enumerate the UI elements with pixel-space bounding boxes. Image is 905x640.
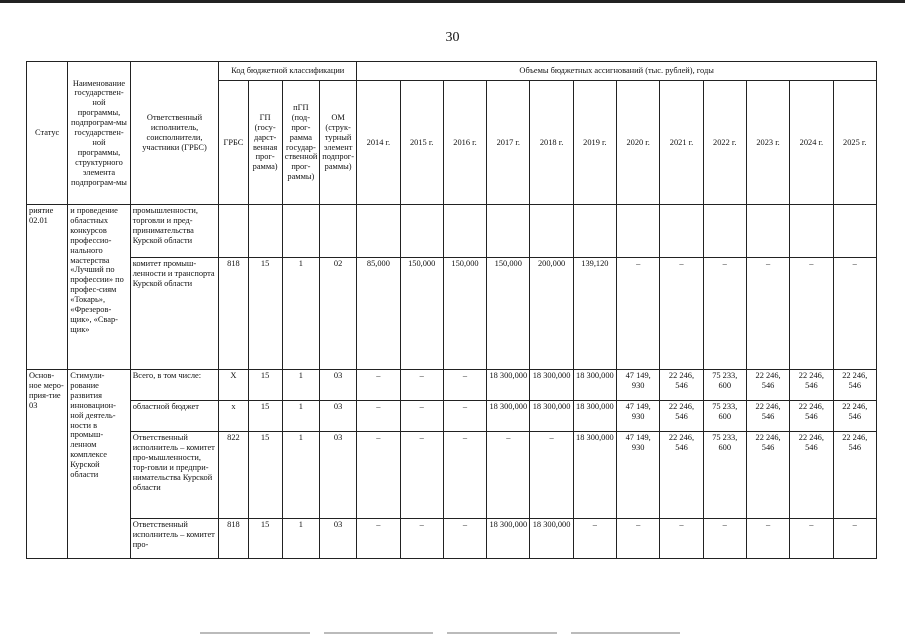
cell-value: – (443, 370, 486, 401)
header-grbs: ГРБС (219, 81, 248, 205)
cell-value: 47 149, 930 (617, 370, 660, 401)
row-responsible: промышленности, торговли и пред-принимательства Курской области (130, 205, 219, 258)
cell-gp (248, 205, 282, 258)
bottom-faded-line (200, 632, 680, 640)
row-responsible: Ответственный исполнитель – комитет про-мышленности, тор-говли и предпри-нимательства Курской области (130, 432, 219, 519)
cell-value: 85,000 (357, 258, 400, 370)
cell-value: 75 233, 600 (703, 370, 746, 401)
cell-value: 18 300,000 (530, 519, 573, 559)
cell-grbs: Х (219, 370, 248, 401)
cell-value: 18 300,000 (573, 432, 616, 519)
cell-grbs: 818 (219, 258, 248, 370)
header-year: 2024 г. (790, 81, 833, 205)
cell-value: – (790, 258, 833, 370)
cell-value: – (617, 258, 660, 370)
cell-grbs: 818 (219, 519, 248, 559)
cell-value (746, 205, 789, 258)
cell-om (319, 205, 356, 258)
cell-value: – (443, 432, 486, 519)
cell-value: – (703, 519, 746, 559)
row-responsible: Всего, в том числе: (130, 370, 219, 401)
header-year: 2016 г. (443, 81, 486, 205)
row-responsible: Ответственный исполнитель – комитет про- (130, 519, 219, 559)
cell-grbs: х (219, 401, 248, 432)
cell-value: – (660, 258, 703, 370)
cell-value: 22 246, 546 (746, 432, 789, 519)
header-name: Наименование государствен-ной программы, подпрограм-мы государствен-ной программы, структурного элемента подпрограм-мы (68, 62, 130, 205)
header-status: Статус (27, 62, 68, 205)
cell-value: 22 246, 546 (833, 370, 876, 401)
row-name: и проведение областных конкурсов профессио-нального мастерства «Лучший по профессии» по профес-сиям «Токарь», «Фрезеров-щик», «Свар-щик» (68, 205, 130, 370)
cell-value: 22 246, 546 (790, 432, 833, 519)
table-row (27, 401, 877, 432)
header-year: 2022 г. (703, 81, 746, 205)
cell-value: – (833, 258, 876, 370)
header-year: 2023 г. (746, 81, 789, 205)
cell-pgp: 1 (282, 519, 319, 559)
page-top-border (0, 0, 905, 3)
budget-table (26, 61, 877, 559)
row-status: Основ-ное меро-прия-тие 03 (27, 370, 68, 559)
cell-value: 18 300,000 (487, 370, 530, 401)
cell-value: – (400, 432, 443, 519)
table-row (27, 432, 877, 519)
cell-value: – (617, 519, 660, 559)
cell-value: – (443, 519, 486, 559)
cell-value: – (400, 519, 443, 559)
cell-value: – (746, 258, 789, 370)
cell-value (617, 205, 660, 258)
cell-pgp: 1 (282, 401, 319, 432)
header-responsible: Ответственный исполнитель, соисполнители, участники (ГРБС) (130, 62, 219, 205)
row-name: Стимули-рование развития инновацион-ной деятель-ности в промыш-ленном комплексе Курской области (68, 370, 130, 559)
cell-value (357, 205, 400, 258)
cell-value (443, 205, 486, 258)
cell-value: 75 233, 600 (703, 401, 746, 432)
cell-value: – (703, 258, 746, 370)
header-volumes: Объемы бюджетных ассигнований (тыс. рублей), годы (357, 62, 877, 81)
cell-value: – (790, 519, 833, 559)
cell-value: – (357, 519, 400, 559)
cell-gp: 15 (248, 519, 282, 559)
cell-value: 150,000 (443, 258, 486, 370)
header-gp: ГП (госу-дарст-венная прог-рамма) (248, 81, 282, 205)
page-number: 30 (445, 30, 460, 45)
cell-om: 03 (319, 519, 356, 559)
cell-value (833, 205, 876, 258)
header-pgp: пГП (под-прог-рамма государ-ственной прог-раммы) (282, 81, 319, 205)
row-status: риятие 02.01 (27, 205, 68, 370)
table-row (27, 370, 877, 401)
header-year: 2017 г. (487, 81, 530, 205)
cell-value: – (357, 401, 400, 432)
cell-value: 47 149, 930 (617, 401, 660, 432)
table-row (27, 258, 877, 370)
cell-om: 03 (319, 432, 356, 519)
cell-gp: 15 (248, 432, 282, 519)
cell-value: 22 246, 546 (660, 432, 703, 519)
cell-value: – (443, 401, 486, 432)
row-responsible: комитет промыш-ленности и транспорта Курской области (130, 258, 219, 370)
cell-value: 18 300,000 (573, 370, 616, 401)
cell-value (400, 205, 443, 258)
cell-pgp: 1 (282, 432, 319, 519)
cell-grbs (219, 205, 248, 258)
header-year: 2025 г. (833, 81, 876, 205)
table-row (27, 205, 877, 258)
cell-value: 22 246, 546 (660, 401, 703, 432)
cell-value: – (530, 432, 573, 519)
cell-value (487, 205, 530, 258)
cell-value (660, 205, 703, 258)
cell-value: 150,000 (400, 258, 443, 370)
cell-value: 18 300,000 (487, 401, 530, 432)
cell-value: 150,000 (487, 258, 530, 370)
cell-value: – (833, 519, 876, 559)
cell-value: 200,000 (530, 258, 573, 370)
cell-value: – (746, 519, 789, 559)
cell-om: 03 (319, 401, 356, 432)
table-row (27, 519, 877, 559)
cell-value: 22 246, 546 (790, 401, 833, 432)
cell-value: 22 246, 546 (790, 370, 833, 401)
cell-value (790, 205, 833, 258)
cell-value: 139,120 (573, 258, 616, 370)
cell-value: – (400, 370, 443, 401)
header-year: 2020 г. (617, 81, 660, 205)
cell-value: – (400, 401, 443, 432)
cell-value: 75 233, 600 (703, 432, 746, 519)
cell-value: 22 246, 546 (833, 432, 876, 519)
cell-pgp: 1 (282, 370, 319, 401)
header-year: 2015 г. (400, 81, 443, 205)
cell-om: 02 (319, 258, 356, 370)
cell-value: 22 246, 546 (746, 370, 789, 401)
row-responsible: областной бюджет (130, 401, 219, 432)
header-om: ОМ (струк-турный элемент подпрог-раммы) (319, 81, 356, 205)
cell-value: 22 246, 546 (833, 401, 876, 432)
cell-value: – (660, 519, 703, 559)
cell-value: 22 246, 546 (660, 370, 703, 401)
cell-value: 47 149, 930 (617, 432, 660, 519)
header-year: 2021 г. (660, 81, 703, 205)
cell-grbs: 822 (219, 432, 248, 519)
cell-value: – (357, 370, 400, 401)
cell-value: 18 300,000 (573, 401, 616, 432)
header-year: 2018 г. (530, 81, 573, 205)
cell-value (573, 205, 616, 258)
cell-value (703, 205, 746, 258)
cell-gp: 15 (248, 370, 282, 401)
cell-pgp: 1 (282, 258, 319, 370)
cell-gp: 15 (248, 258, 282, 370)
header-budget-code: Код бюджетной классификации (219, 62, 357, 81)
header-year: 2014 г. (357, 81, 400, 205)
cell-gp: 15 (248, 401, 282, 432)
cell-value: 18 300,000 (530, 370, 573, 401)
cell-value: – (573, 519, 616, 559)
cell-value: 18 300,000 (530, 401, 573, 432)
cell-value: 22 246, 546 (746, 401, 789, 432)
cell-pgp (282, 205, 319, 258)
header-year: 2019 г. (573, 81, 616, 205)
cell-value: – (357, 432, 400, 519)
cell-om: 03 (319, 370, 356, 401)
cell-value: 18 300,000 (487, 519, 530, 559)
cell-value (530, 205, 573, 258)
cell-value: – (487, 432, 530, 519)
